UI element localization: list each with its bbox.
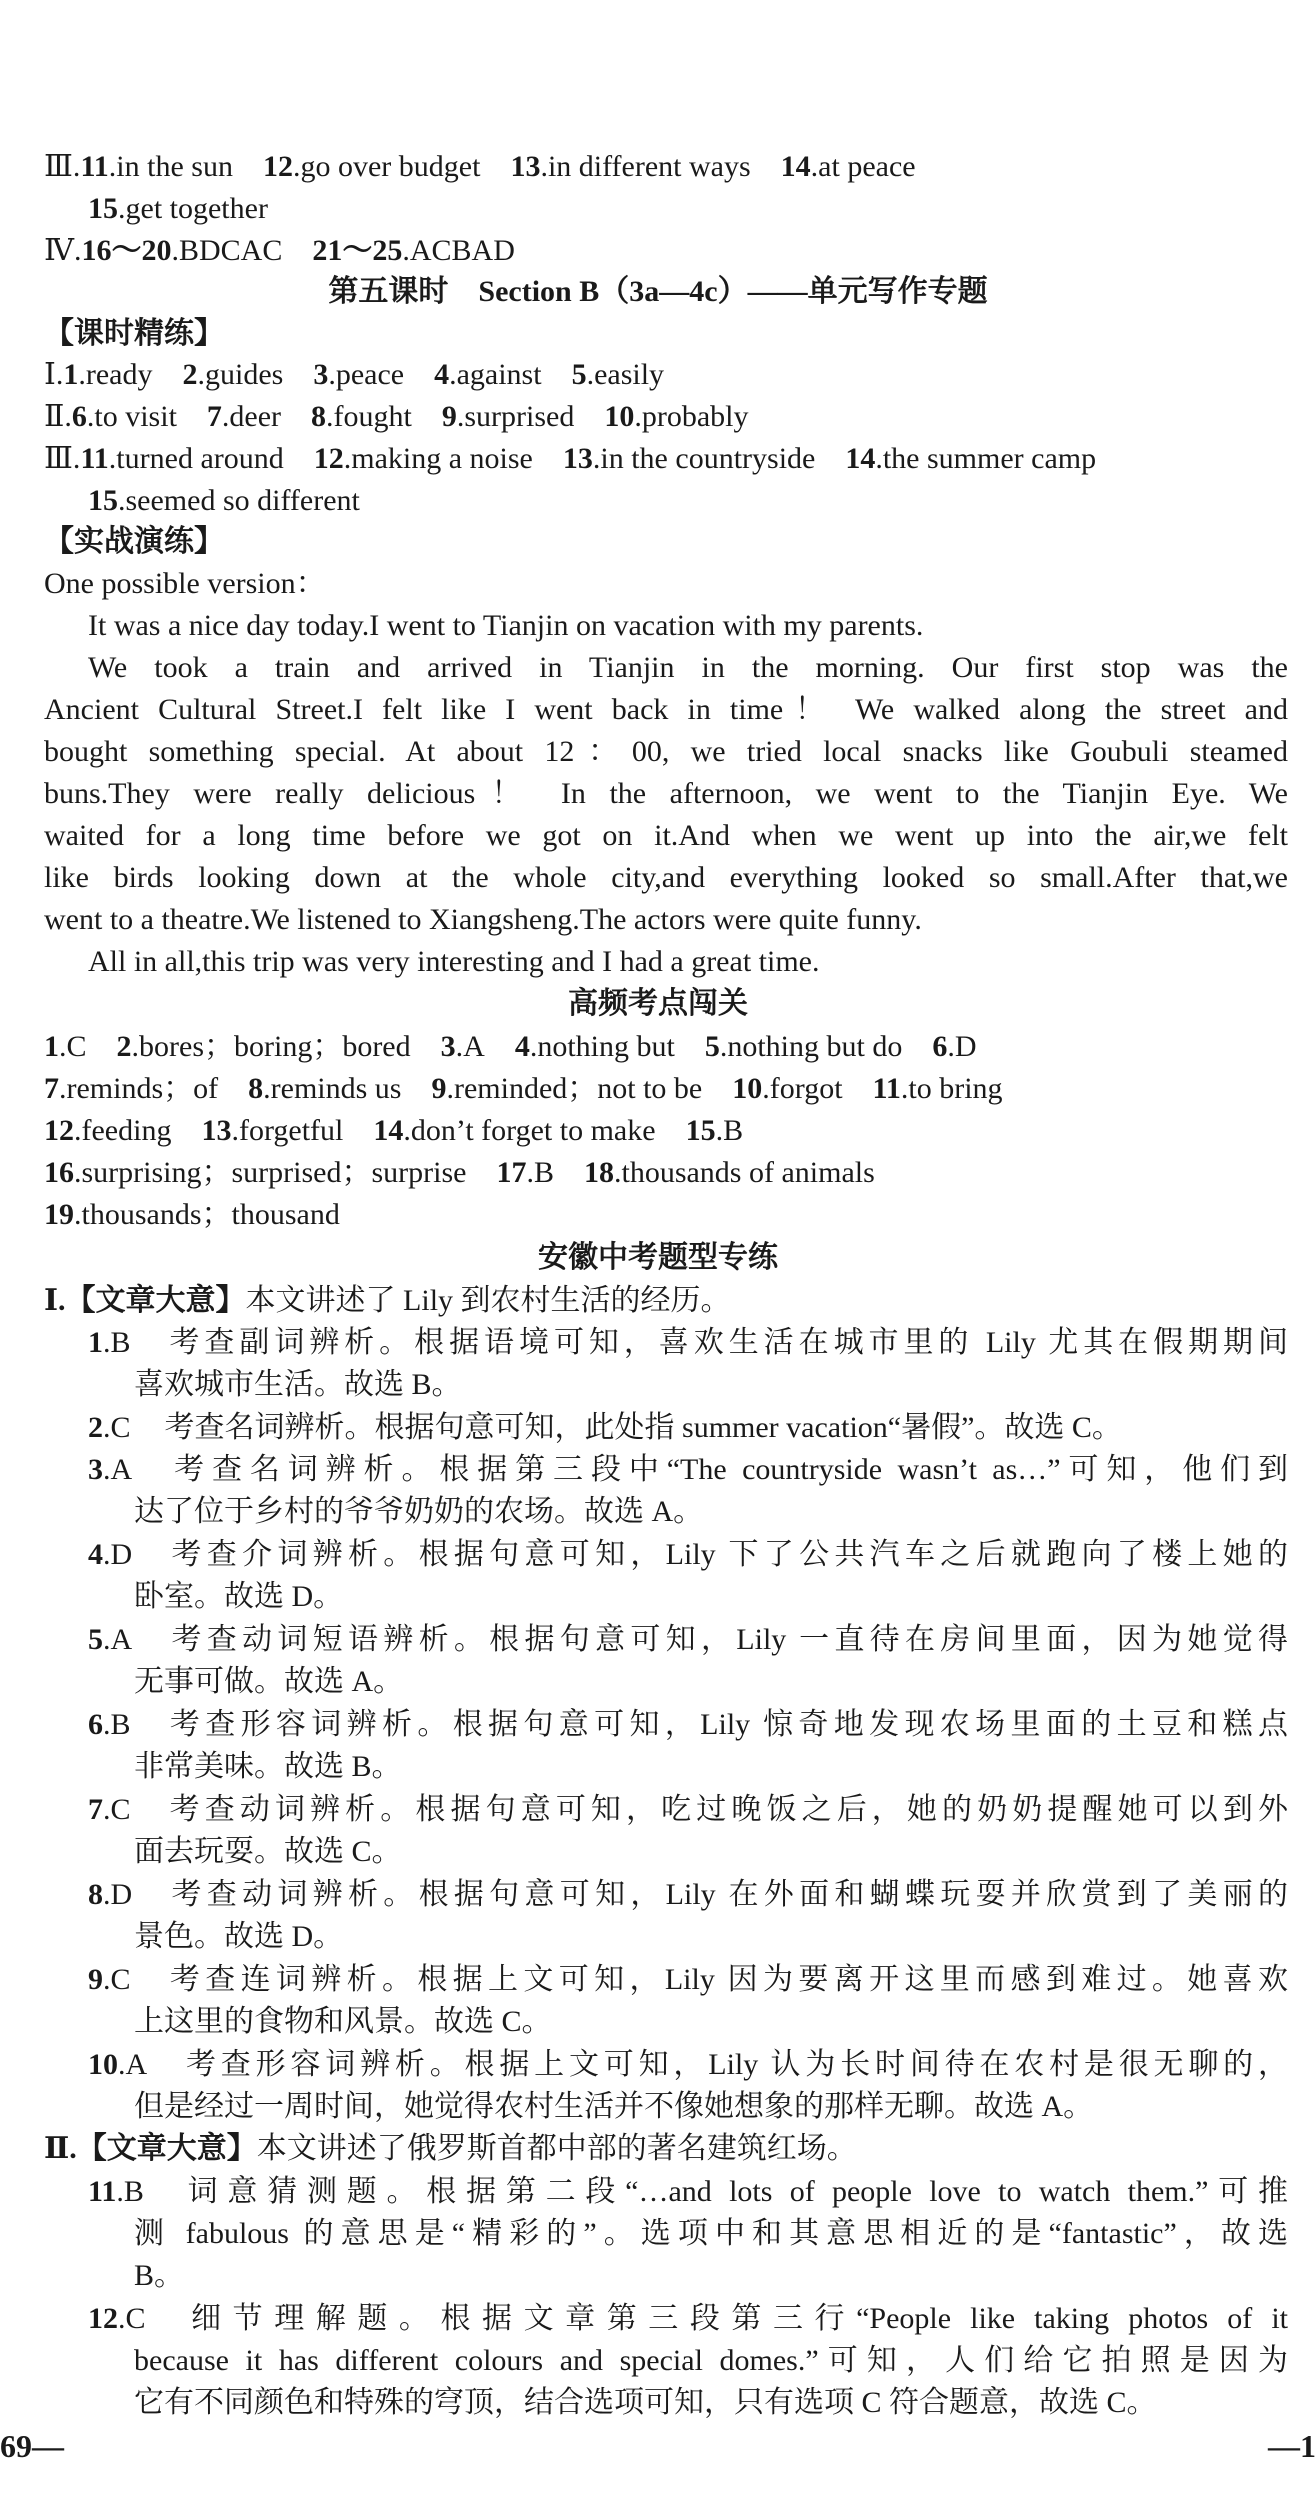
- answer-item: 11.turned around: [80, 442, 284, 475]
- hf-row-2: [44, 1069, 1316, 1109]
- question-1-cont: 喜欢城市生活。故选 B。: [134, 1368, 462, 1401]
- question-1: 1.B 考查副词辨析。根据语境可知，喜欢生活在城市里的 Lily 尤其在假期期间: [88, 1326, 1288, 1359]
- question-4: 4.D 考查介词辨析。根据句意可知，Lily 下了公共汽车之后就跑向了楼上她的: [88, 1538, 1288, 1571]
- essay-line: bought something special. At about 12：00, we tried local snacks like Goubuli steamed: [44, 735, 1288, 768]
- page-number-left: 69—: [0, 2428, 64, 2464]
- question-12-cont: because it has different colours and special domes.”可知，人们给它拍照是因为: [134, 2344, 1288, 2377]
- lesson-title: 第五课时 Section B（3a—4c）——单元写作专题: [328, 275, 988, 308]
- question-3: 3.A 考查名词辨析。根据第三段中“The countryside wasn’t as…”可知，他们到: [88, 1453, 1288, 1486]
- section-title-anhui: 安徽中考题型专练: [538, 1241, 778, 1274]
- passage-2-summary: Ⅱ.【文章大意】本文讲述了俄罗斯首都中部的著名建筑红场。: [44, 2132, 857, 2165]
- answer-item: 13.forgetful: [201, 1114, 344, 1147]
- essay-line: Ancient Cultural Street.I felt like I went back in time！ We walked along the street and: [44, 693, 1288, 726]
- lesson-row-15: 15.seemed so different: [88, 484, 360, 517]
- lesson-row-2: Ⅱ.6.to visit 7.deer 8.fought 9.surprised 10.probably: [44, 397, 1316, 437]
- lesson-row-1: Ⅰ.1.ready 2.guides 3.peace 4.against 5.easily: [44, 355, 1316, 395]
- page-number-right: —1: [1268, 2428, 1316, 2464]
- answer-item: 9.surprised: [441, 400, 575, 433]
- essay-intro: One possible version：: [44, 567, 326, 600]
- question-6-cont: 非常美味。故选 B。: [134, 1750, 402, 1783]
- answer-item: 11.to bring: [872, 1072, 1003, 1105]
- question-11: 11.B 词意猜测题。根据第二段“…and lots of people love to watch them.”可推: [88, 2175, 1288, 2208]
- answer-item: 13.in the countryside: [562, 442, 816, 475]
- answer-item: 1.ready: [63, 358, 153, 391]
- answer-item: 7.deer: [206, 400, 282, 433]
- answer-item: 14.the summer camp: [845, 442, 1097, 475]
- essay-line: waited for a long time before we got on it.And when we went up into the air,we felt: [44, 819, 1288, 852]
- hf-row-4: [44, 1153, 1316, 1193]
- answer-item: 5.easily: [571, 358, 665, 391]
- hf-row-1: [44, 1027, 1316, 1067]
- question-9: 9.C 考查连词辨析。根据上文可知，Lily 因为要离开这里而感到难过。她喜欢: [88, 1963, 1288, 1996]
- answer-item: 15.B: [685, 1114, 744, 1147]
- essay-line: went to a theatre.We listened to Xiangsheng.The actors were quite funny.: [44, 903, 922, 936]
- question-9-cont: 上这里的食物和风景。故选 C。: [134, 2005, 552, 2038]
- question-10: 10.A 考查形容词辨析。根据上文可知，Lily 认为长时间待在农村是很无聊的，: [88, 2048, 1288, 2081]
- answer-item: 14.don’t forget to make: [373, 1114, 656, 1147]
- question-8: 8.D 考查动词辨析。根据句意可知，Lily 在外面和蝴蝶玩耍并欣赏到了美丽的: [88, 1878, 1288, 1911]
- question-11-cont: 测 fabulous 的意思是“精彩的”。选项中和其意思相近的是“fantastic”，故选: [134, 2217, 1288, 2250]
- answer-item: 12.making a noise: [313, 442, 533, 475]
- question-5: 5.A 考查动词短语辨析。根据句意可知，Lily 一直待在房间里面，因为她觉得: [88, 1623, 1288, 1656]
- answer-item: 10.probably: [604, 400, 749, 433]
- u5-row-16-25: Ⅳ.16～20.BDCAC 21～25.ACBAD: [44, 234, 515, 267]
- u5-row-11-14: Ⅲ.11.in the sun 12.go over budget 13.in different ways 14.at peace: [44, 150, 916, 183]
- answer-item: 9.reminded；not to be: [431, 1072, 703, 1105]
- essay-line: buns.They were really delicious！ In the afternoon, we went to the Tianjin Eye. We: [44, 777, 1288, 810]
- essay-line: All in all,this trip was very interesting and I had a great time.: [88, 945, 820, 978]
- answer-item: 8.fought: [311, 400, 412, 433]
- question-12-cont: 它有不同颜色和特殊的穹顶，结合选项可知，只有选项 C 符合题意，故选 C。: [134, 2386, 1157, 2419]
- section-title-high-frequency: 高频考点闯关: [568, 987, 748, 1020]
- answer-item: 10.forgot: [732, 1072, 843, 1105]
- answer-item: 18.thousands of animals: [583, 1156, 875, 1189]
- lesson-row-3: Ⅲ.11.turned around 12.making a noise 13.in the countryside 14.the summer camp: [44, 439, 1316, 479]
- answer-item: 6.D: [932, 1030, 977, 1063]
- answer-item: 17.B: [496, 1156, 554, 1189]
- question-10-cont: 但是经过一周时间，她觉得农村生活并不像她想象的那样无聊。故选 A。: [134, 2090, 1094, 2123]
- question-4-cont: 卧室。故选 D。: [134, 1580, 344, 1613]
- roman-3: Ⅲ.: [44, 150, 81, 183]
- answer-item: 2.guides: [182, 358, 284, 391]
- u5-row-15: 15.get together: [88, 192, 268, 225]
- answer-item: 12.feeding: [44, 1114, 172, 1147]
- section-heading-practice: 【课时精练】: [44, 317, 224, 350]
- question-11-cont: B。: [134, 2259, 185, 2292]
- question-7-cont: 面去玩耍。故选 C。: [134, 1835, 402, 1868]
- essay-line: It was a nice day today.I went to Tianjin on vacation with my parents.: [88, 609, 924, 642]
- answer-item: 3.A: [440, 1030, 485, 1063]
- answer-item: 6.to visit: [71, 400, 177, 433]
- essay-line: We took a train and arrived in Tianjin in the morning. Our first stop was the: [88, 651, 1288, 684]
- answer-item: 4.against: [434, 358, 542, 391]
- question-2: 2.C 考查名词辨析。根据句意可知，此处指 summer vacation“暑假”。故选 C。: [88, 1411, 1122, 1444]
- answer-item: 5.nothing but do: [704, 1030, 903, 1063]
- answer-item: 3.peace: [313, 358, 405, 391]
- question-7: 7.C 考查动词辨析。根据句意可知，吃过晚饭之后，她的奶奶提醒她可以到外: [88, 1793, 1288, 1826]
- answer-item: 7.reminds；of: [44, 1072, 219, 1105]
- question-6: 6.B 考查形容词辨析。根据句意可知，Lily 惊奇地发现农场里面的土豆和糕点: [88, 1708, 1288, 1741]
- section-heading-writing: 【实战演练】: [44, 525, 224, 558]
- question-12: 12.C 细节理解题。根据文章第三段第三行“People like taking photos of it: [88, 2302, 1288, 2335]
- answer-item: 2.bores；boring；bored: [116, 1030, 411, 1063]
- question-8-cont: 景色。故选 D。: [134, 1920, 344, 1953]
- question-3-cont: 达了位于乡村的爷爷奶奶的农场。故选 A。: [134, 1495, 704, 1528]
- question-5-cont: 无事可做。故选 A。: [134, 1665, 404, 1698]
- answer-item: 16.surprising；surprised；surprise: [44, 1156, 467, 1189]
- passage-1-summary: Ⅰ.【文章大意】本文讲述了 Lily 到农村生活的经历。: [44, 1284, 731, 1317]
- answer-item: 4.nothing but: [514, 1030, 675, 1063]
- essay-line: like birds looking down at the whole city,and everything looked so small.After that,we: [44, 861, 1288, 894]
- hf-row-5: 19.thousands；thousand: [44, 1198, 340, 1231]
- hf-row-3: [44, 1111, 1316, 1151]
- answer-item: 8.reminds us: [248, 1072, 402, 1105]
- answer-item: 1.C: [44, 1030, 87, 1063]
